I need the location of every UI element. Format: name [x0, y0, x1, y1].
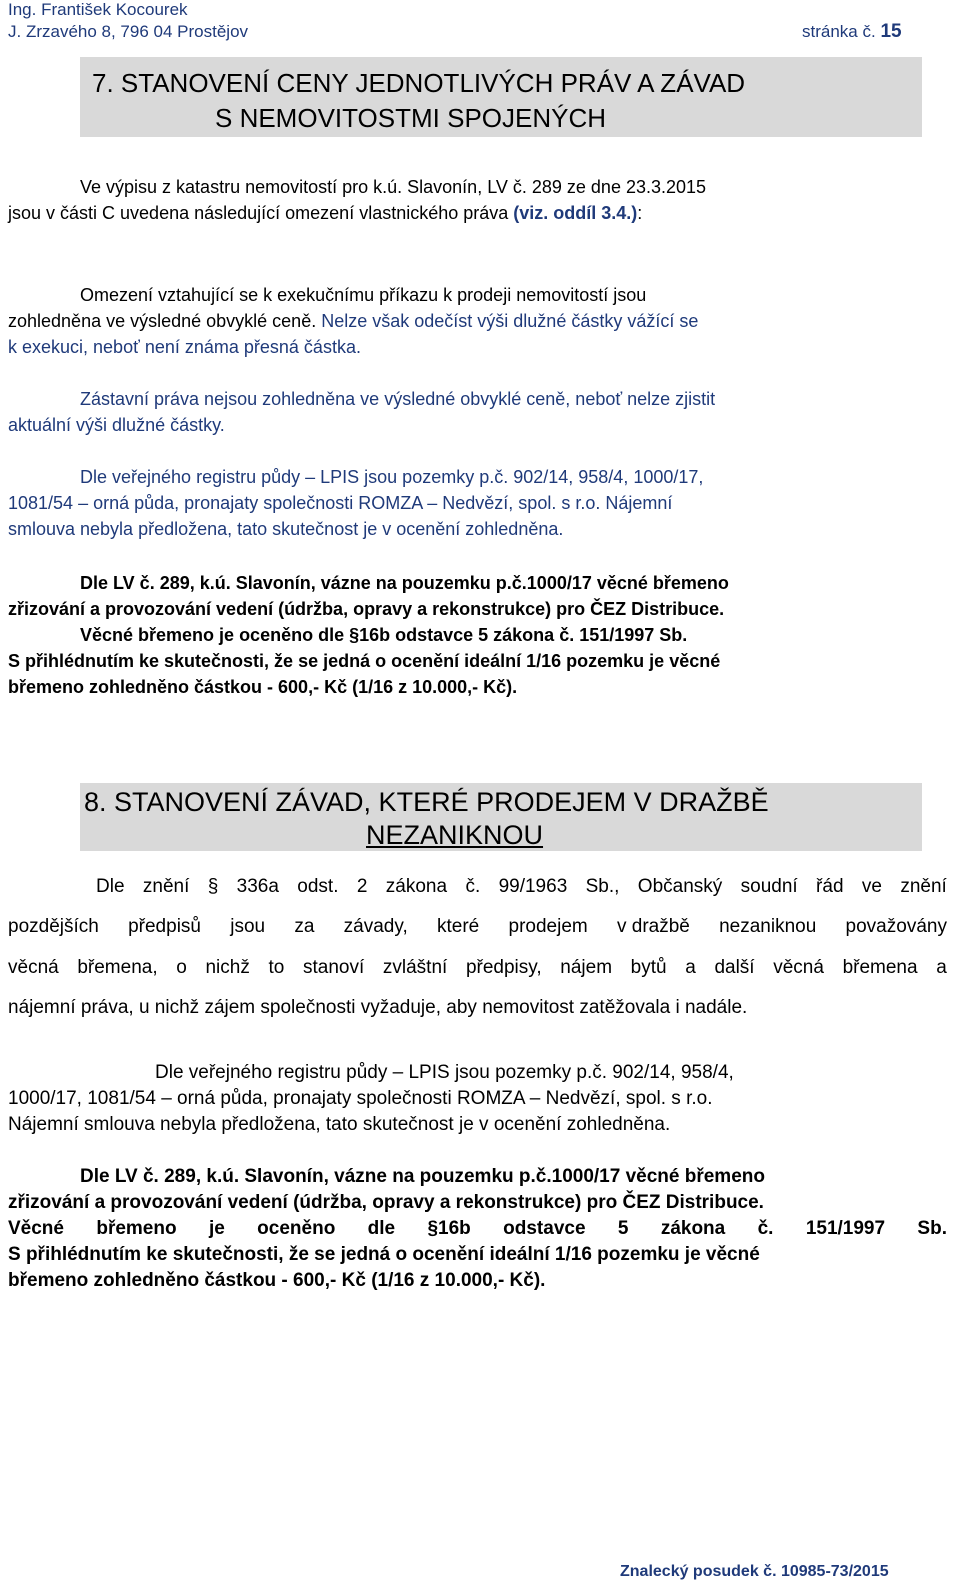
- word: břemena,: [77, 957, 158, 978]
- word: předpisy,: [465, 957, 542, 978]
- word: č.: [465, 876, 481, 897]
- word: věcná: [8, 957, 59, 978]
- word: za: [294, 916, 315, 937]
- lpis-line3: smlouva nebyla předložena, tato skutečnost je v ocenění zohledněna.: [8, 519, 564, 539]
- word: Věcné: [8, 1218, 64, 1239]
- word: prodejem: [508, 916, 588, 937]
- word: 5: [617, 1218, 629, 1239]
- page-number: [802, 22, 902, 42]
- word: to: [268, 957, 285, 978]
- word: považovány: [845, 916, 947, 937]
- word: dle: [367, 1218, 396, 1239]
- s8-easement-line5: břemeno zohledněno částkou - 600,- Kč (1/16 z 10.000,- Kč).: [8, 1270, 546, 1291]
- word: znění: [142, 876, 190, 897]
- law-line1: [96, 874, 947, 900]
- word: soudní: [740, 876, 798, 897]
- word: nichž: [205, 957, 250, 978]
- word: předpisů: [128, 916, 201, 937]
- word: oceněno: [257, 1218, 336, 1239]
- word: 99/1963: [498, 876, 568, 897]
- lpis-line1: Dle veřejného registru půdy – LPIS jsou pozemky p.č. 902/14, 958/4, 1000/17,: [80, 467, 704, 487]
- easement-line4: S přihlédnutím ke skutečnosti, že se jedná o ocenění ideální 1/16 pozemku je věcné: [8, 651, 721, 671]
- word: a: [685, 957, 696, 978]
- word: odst.: [297, 876, 339, 897]
- law-line2: [8, 914, 947, 940]
- s8-lpis-line2: 1000/17, 1081/54 – orná půda, pronajaty společnosti ROMZA – Nedvězí, spol. s r.o.: [8, 1088, 713, 1109]
- page-number-value: 15: [880, 21, 902, 42]
- law-line3: [8, 955, 947, 981]
- easement-line5: břemeno zohledněno částkou - 600,- Kč (1/16 z 10.000,- Kč).: [8, 677, 518, 697]
- section7-title-line1: 7. STANOVENÍ CENY JEDNOTLIVÝCH PRÁV A ZÁVAD: [92, 68, 746, 98]
- word: a: [936, 957, 947, 978]
- word: znění: [900, 876, 947, 897]
- easement-line3: Věcné břemeno je oceněno dle §16b odstavce 5 zákona č. 151/1997 Sb.: [80, 625, 688, 645]
- word: nezaniknou: [719, 916, 817, 937]
- s8-lpis-line1: Dle veřejného registru půdy – LPIS jsou pozemky p.č. 902/14, 958/4,: [155, 1062, 734, 1083]
- word: je: [208, 1218, 225, 1239]
- law-line4: nájemní práva, u nichž zájem společnosti vyžaduje, aby nemovitost zatěžovala i nadále.: [8, 997, 748, 1018]
- easement-line2: zřizování a provozování vedení (údržba, opravy a rekonstrukce) pro ČEZ Distribuce.: [8, 599, 725, 619]
- s8-easement-line3: [8, 1216, 947, 1242]
- section7-intro-ref: (viz. oddíl 3.4.): [513, 203, 638, 223]
- lpis-line2: 1081/54 – orná půda, pronajaty společnosti ROMZA – Nedvězí, spol. s r.o. Nájemní: [8, 493, 673, 513]
- s8-lpis-line3: Nájemní smlouva nebyla předložena, tato skutečnost je v ocenění zohledněna.: [8, 1114, 671, 1135]
- exec-line2a: zohledněna ve výsledné obvyklé ceně.: [8, 311, 317, 331]
- easement-line1: Dle LV č. 289, k.ú. Slavonín, vázne na pouzemku p.č.1000/17 věcné břemeno: [80, 573, 729, 593]
- pledge-line2: aktuální výši dlužné částky.: [8, 415, 225, 435]
- s8-easement-line4: S přihlédnutím ke skutečnosti, že se jedná o ocenění ideální 1/16 pozemku je věcné: [8, 1244, 760, 1265]
- section-sign: §: [207, 876, 219, 897]
- s8-easement-line2: zřizování a provozování vedení (údržba, opravy a rekonstrukce) pro ČEZ Distribuce.: [8, 1192, 764, 1213]
- word: nájem: [560, 957, 613, 978]
- section8-title-line2: NEZANIKNOU: [366, 820, 544, 850]
- exec-line2b: Nelze však odečíst výši dlužné částky vážící se: [316, 311, 699, 331]
- word: Dle: [96, 876, 125, 897]
- word: pozdějších: [8, 916, 99, 937]
- word: zákona: [385, 876, 448, 897]
- word: Sb.: [917, 1218, 947, 1239]
- word: odstavce: [503, 1218, 586, 1239]
- word: zvláštní: [382, 957, 448, 978]
- header-author: Ing. František Kocourek: [8, 0, 188, 19]
- word: řád: [816, 876, 844, 897]
- footer-text: Znalecký posudek č. 10985-73/2015: [620, 1563, 889, 1580]
- word: závady,: [343, 916, 408, 937]
- word: které: [437, 916, 480, 937]
- word: jsou: [230, 916, 266, 937]
- s8-easement-line1: Dle LV č. 289, k.ú. Slavonín, vázne na pouzemku p.č.1000/17 věcné břemeno: [80, 1166, 765, 1187]
- page-label: stránka č.: [802, 22, 876, 41]
- section7-intro-line1: Ve výpisu z katastru nemovitostí pro k.ú. Slavonín, LV č. 289 ze dne 23.3.2015: [80, 177, 707, 197]
- footer-label: [620, 1562, 889, 1582]
- word: 2: [356, 876, 368, 897]
- exec-line1: Omezení vztahující se k exekučnímu příkazu k prodeji nemovitostí jsou: [80, 285, 647, 305]
- section7-intro-text: jsou v části C uvedena následující omezení vlastnického práva: [8, 203, 514, 223]
- word: Občanský: [637, 876, 723, 897]
- word: Sb.,: [585, 876, 620, 897]
- word: č.: [757, 1218, 774, 1239]
- word: zákona: [660, 1218, 726, 1239]
- word: o: [176, 957, 187, 978]
- exec-line2: [8, 308, 698, 334]
- word: 336a: [236, 876, 279, 897]
- word: břemena: [842, 957, 918, 978]
- header-address: J. Zrzavého 8, 796 04 Prostějov: [8, 22, 249, 41]
- word: v dražbě: [616, 916, 690, 937]
- word: věcná: [773, 957, 824, 978]
- word: ve: [861, 876, 882, 897]
- word: 151/1997: [805, 1218, 886, 1239]
- section8-title-line1: 8. STANOVENÍ ZÁVAD, KTERÉ PRODEJEM V DRAŽBĚ: [84, 787, 769, 817]
- word: bytů: [630, 957, 667, 978]
- word: břemeno: [96, 1218, 177, 1239]
- section7-intro-line2: [8, 200, 642, 226]
- word: §16b: [427, 1218, 471, 1239]
- section7-title-line2: S NEMOVITOSTMI SPOJENÝCH: [215, 103, 607, 133]
- word: stanoví: [302, 957, 365, 978]
- pledge-line1: Zástavní práva nejsou zohledněna ve výsledné obvyklé ceně, neboť nelze zjistit: [80, 389, 716, 409]
- exec-line3: k exekuci, neboť není známa přesná částka.: [8, 337, 361, 357]
- word: další: [714, 957, 755, 978]
- section7-intro-colon: :: [637, 203, 643, 223]
